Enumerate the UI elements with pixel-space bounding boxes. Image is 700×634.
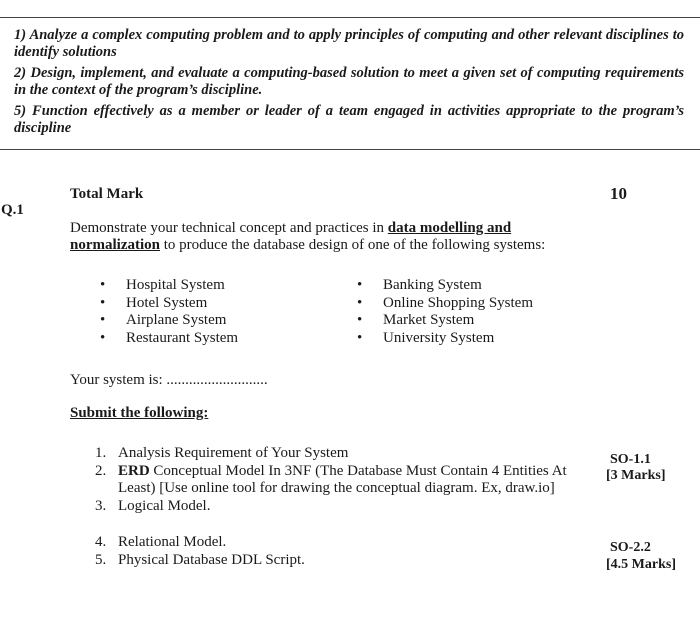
outcome-number: 5) bbox=[14, 103, 27, 119]
list-item: 1. Analysis Requirement of Your System bbox=[95, 445, 349, 461]
list-item: • Market System bbox=[357, 312, 475, 328]
list-item: 5. Physical Database DDL Script. bbox=[95, 551, 305, 568]
submission-list-1 bbox=[95, 445, 600, 515]
outcome-text: Function effectively as a member or leader of a team engaged in activities appropriate to the program’s discipline bbox=[14, 103, 685, 136]
list-item: 2. ERD Conceptual Model In 3NF (The Database Must Contain 4 Entities At Least) [Use online tool for drawing the conceptual diagram. Ex, draw.io] bbox=[95, 462, 567, 496]
systems-list-right bbox=[357, 277, 533, 347]
top-rule bbox=[0, 17, 700, 18]
outcome-text: Design, implement, and evaluate a computing-based solution to meet a given set of computing requirements in the context of the program’s discipline. bbox=[14, 65, 684, 98]
so-code-1: SO-1.1 bbox=[610, 452, 651, 467]
outcome-number: 2) bbox=[14, 65, 27, 81]
prompt-intro: Demonstrate your technical concept and practices in bbox=[70, 220, 388, 236]
question-prompt bbox=[70, 220, 590, 254]
prompt-highlight: data modelling and normalization bbox=[70, 220, 512, 253]
marks-1: [3 Marks] bbox=[606, 468, 666, 483]
list-item: • Hotel System bbox=[100, 294, 208, 311]
your-system-field: Your system is: ........................... bbox=[70, 372, 268, 388]
outcome-text: Analyze a complex computing problem and to apply principles of computing and other relevant disciplines to identify solutions bbox=[14, 27, 684, 60]
prompt-outro: to produce the database design of one of the following systems: bbox=[160, 237, 546, 253]
question-number: Q.1 bbox=[1, 202, 24, 218]
outcome-1 bbox=[14, 27, 684, 61]
list-item: • University System bbox=[357, 329, 495, 346]
total-mark-value: 10 bbox=[610, 184, 627, 203]
submission-list-2 bbox=[95, 534, 600, 569]
marks-2: [4.5 Marks] bbox=[606, 557, 676, 572]
so-code-2: SO-2.2 bbox=[610, 540, 651, 555]
outcome-number: 1) bbox=[14, 27, 27, 43]
list-item: • Airplane System bbox=[100, 312, 227, 328]
list-item: 3. Logical Model. bbox=[95, 497, 211, 514]
list-item: 4. Relational Model. bbox=[95, 534, 227, 550]
list-item: • Restaurant System bbox=[100, 329, 239, 346]
submit-heading: Submit the following: bbox=[70, 405, 209, 421]
list-item: • Hospital System bbox=[100, 277, 225, 293]
systems-list-left bbox=[100, 277, 238, 347]
outcomes-bottom-rule bbox=[0, 149, 700, 150]
list-item: • Online Shopping System bbox=[357, 294, 534, 311]
outcome-5 bbox=[14, 103, 684, 137]
total-mark-label: Total Mark bbox=[70, 186, 144, 202]
list-item: • Banking System bbox=[357, 277, 482, 293]
outcome-2 bbox=[14, 65, 684, 99]
